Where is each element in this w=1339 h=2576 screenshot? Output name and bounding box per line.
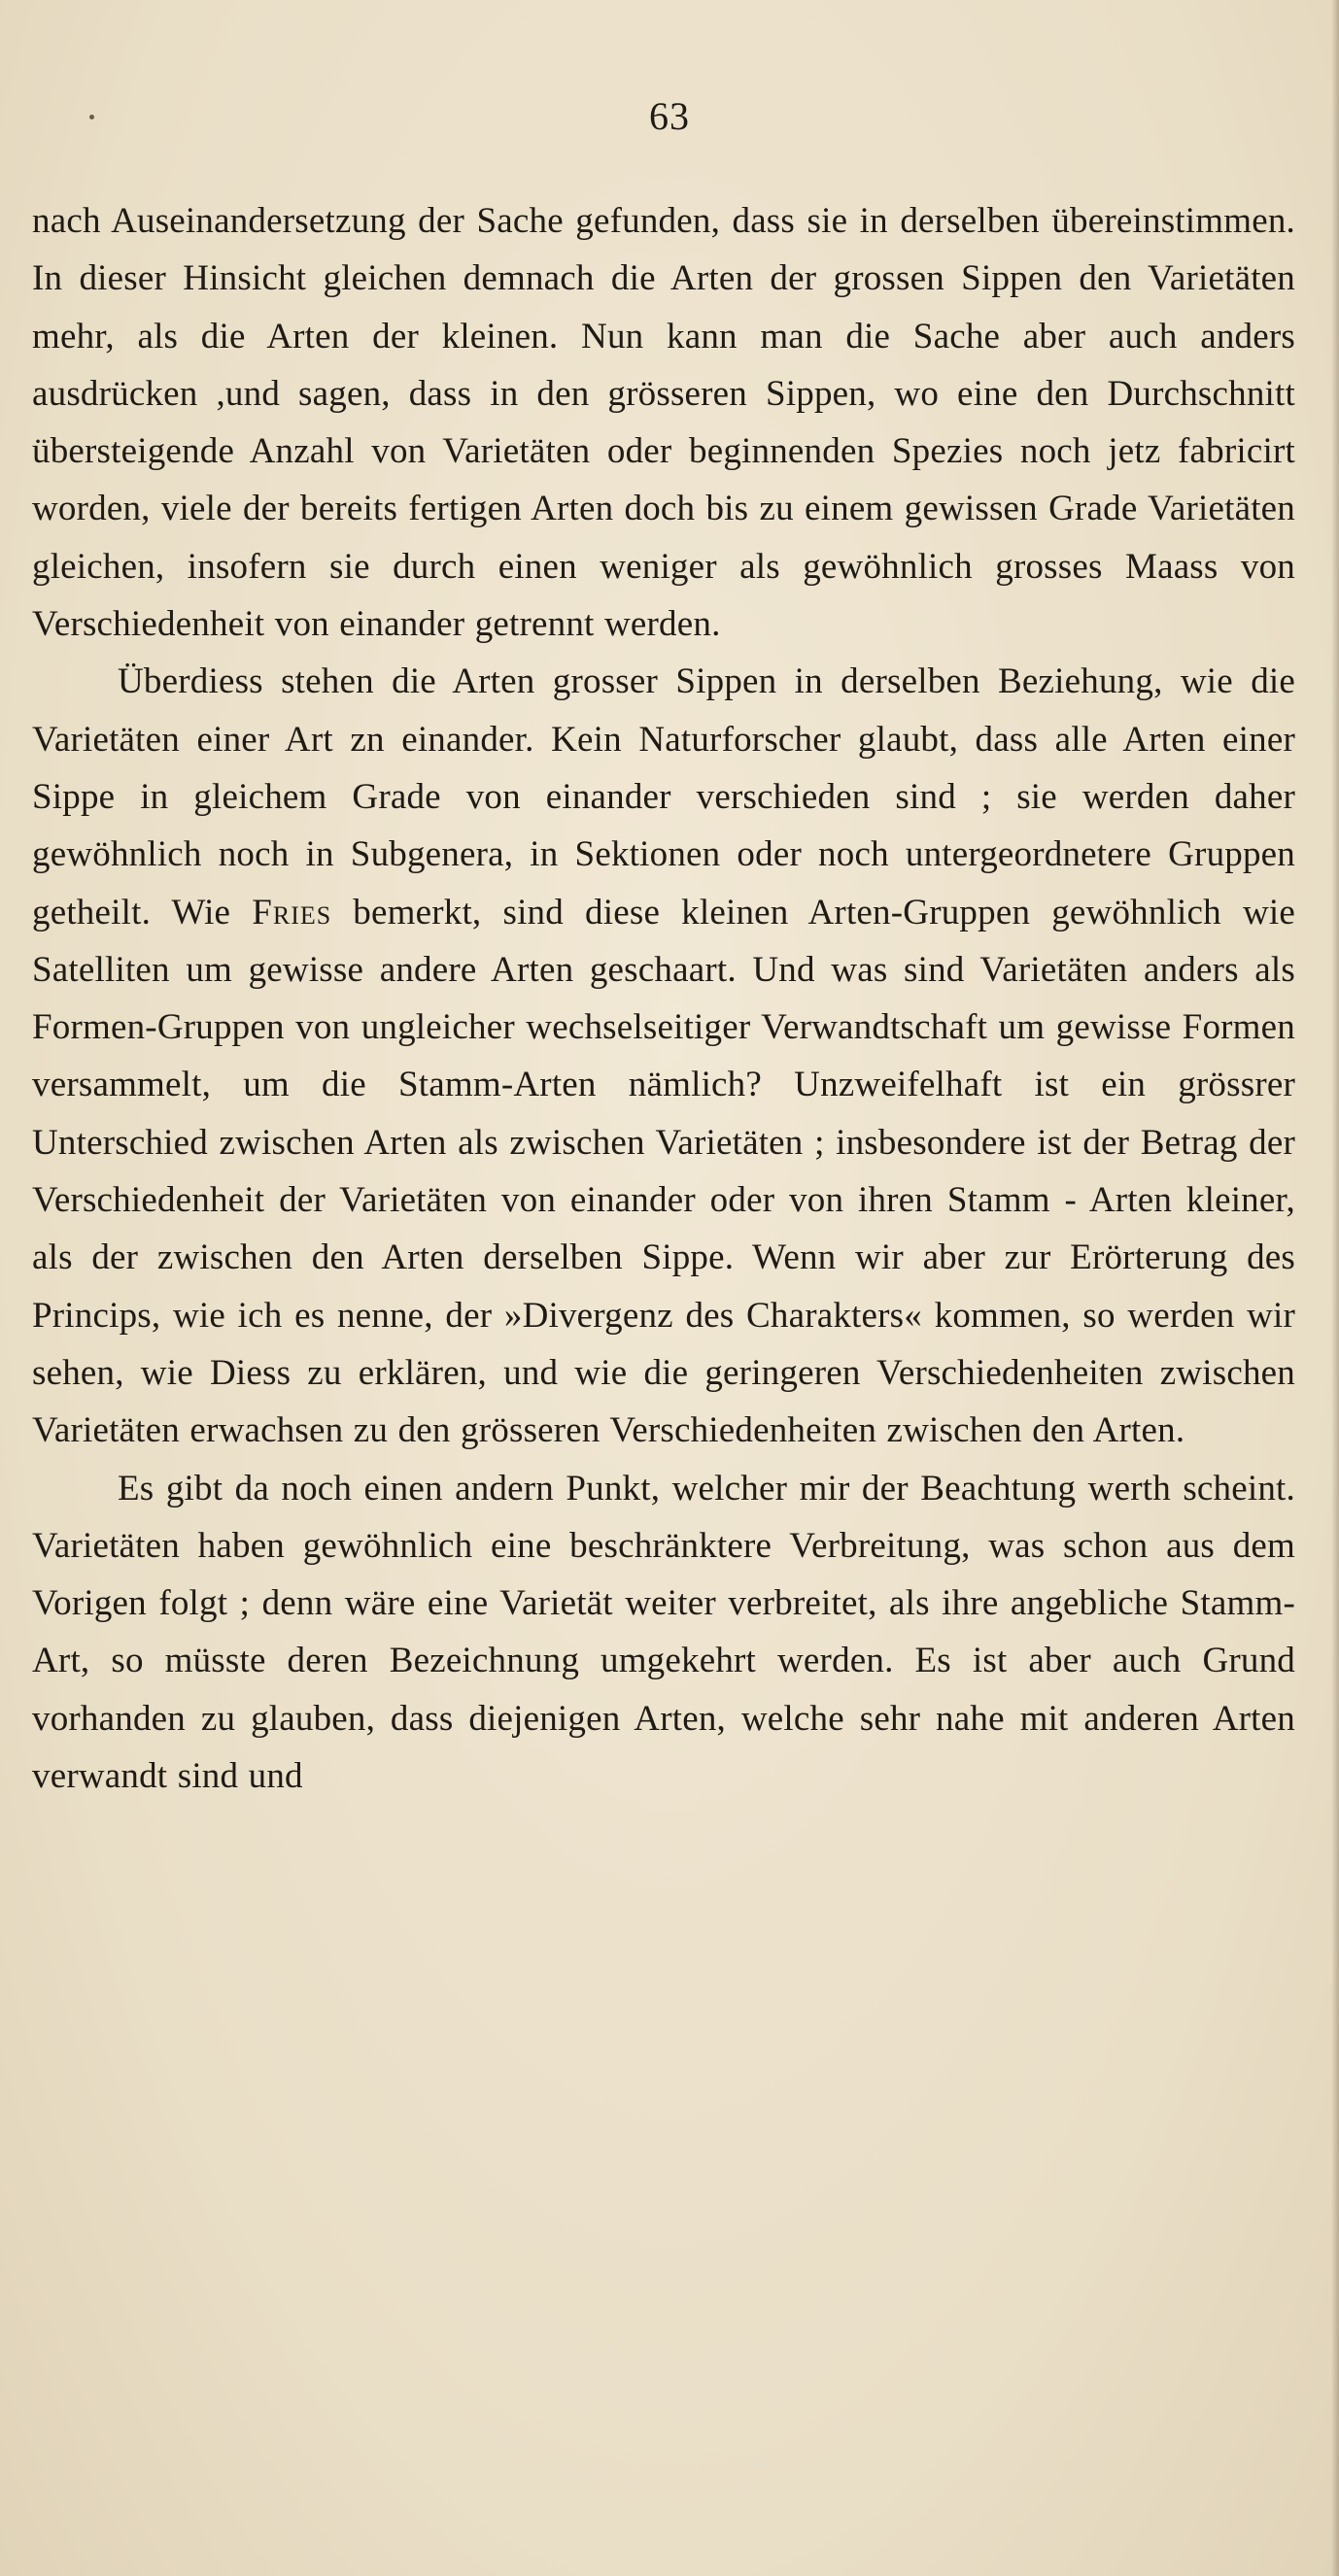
page-edge-shadow xyxy=(1331,0,1339,2576)
paragraph-2-text-before: Überdiess stehen die Arten grosser Sippen in derselben Beziehung, wie die Varietäten einer Art zn einander. Kein Naturforscher glaubt, dass alle Arten einer Sippe in gleichem Grade von einander verschieden sind ; sie werden daher gewöhnlich noch in Subgenera, in Sektionen oder noch untergeordnetere Gruppen getheilt. Wie xyxy=(32,661,1295,932)
page-number: 63 xyxy=(649,94,690,138)
paragraph-3: Es gibt da noch einen andern Punkt, welcher mir der Beachtung werth scheint. Varietäten haben gewöhnlich eine beschränktere Verbreitung, was schon aus dem Vorigen folgt ; denn wäre eine Varietät weiter verbreitet, als ihre angebliche Stamm-Art, so müsste deren Bezeichnung umgekehrt werden. Es ist aber auch Grund vorhanden zu glauben, dass diejenigen Arten, welche sehr nahe mit anderen Arten verwandt sind und xyxy=(32,1468,1295,1797)
paragraph-2-text-after: bemerkt, sind diese kleinen Arten-Gruppen gewöhnlich wie Satelliten um gewisse andere Arten geschaart. Und was sind Varietäten anders als Formen-Gruppen von ungleicher wechselseitiger Verwandtschaft um gewisse Formen versammelt, um die Stamm-Arten nämlich? Unzweifelhaft ist ein grössrer Unterschied zwischen Arten als zwischen Varietäten ; insbesondere ist der Betrag der Verschiedenheit der Varietäten von einander oder von ihren Stamm - Arten kleiner, als der zwischen den Arten derselben Sippe. Wenn wir aber zur Erörterung des Princips, wie ich es nenne, der »Divergenz des Charakters« kommen, so werden wir sehen, wie Diess zu erklären, und wie die geringeren Verschiedenheiten zwischen Varietäten erwachsen zu den grösseren Verschiedenheiten zwischen den Arten. xyxy=(32,892,1295,1451)
body-text xyxy=(32,192,1295,1805)
author-name-fries: Fries xyxy=(252,892,332,932)
paragraph-1: nach Auseinandersetzung der Sache gefunden, dass sie in derselben übereinstimmen. In dieser Hinsicht gleichen demnach die Arten der grossen Sippen den Varietäten mehr, als die Arten der kleinen. Nun kann man die Sache aber auch anders ausdrücken ,und sagen, dass in den grösseren Sippen, wo eine den Durchschnitt übersteigende Anzahl von Varietäten oder beginnenden Spezies noch jetz fabricirt worden, viele der bereits fertigen Arten doch bis zu einem gewissen Grade Varietäten gleichen, insofern sie durch einen weniger als gewöhnlich grosses Maass von Verschiedenheit von einander getrennt werden. xyxy=(32,201,1295,645)
paragraph-2 xyxy=(32,653,1295,1459)
